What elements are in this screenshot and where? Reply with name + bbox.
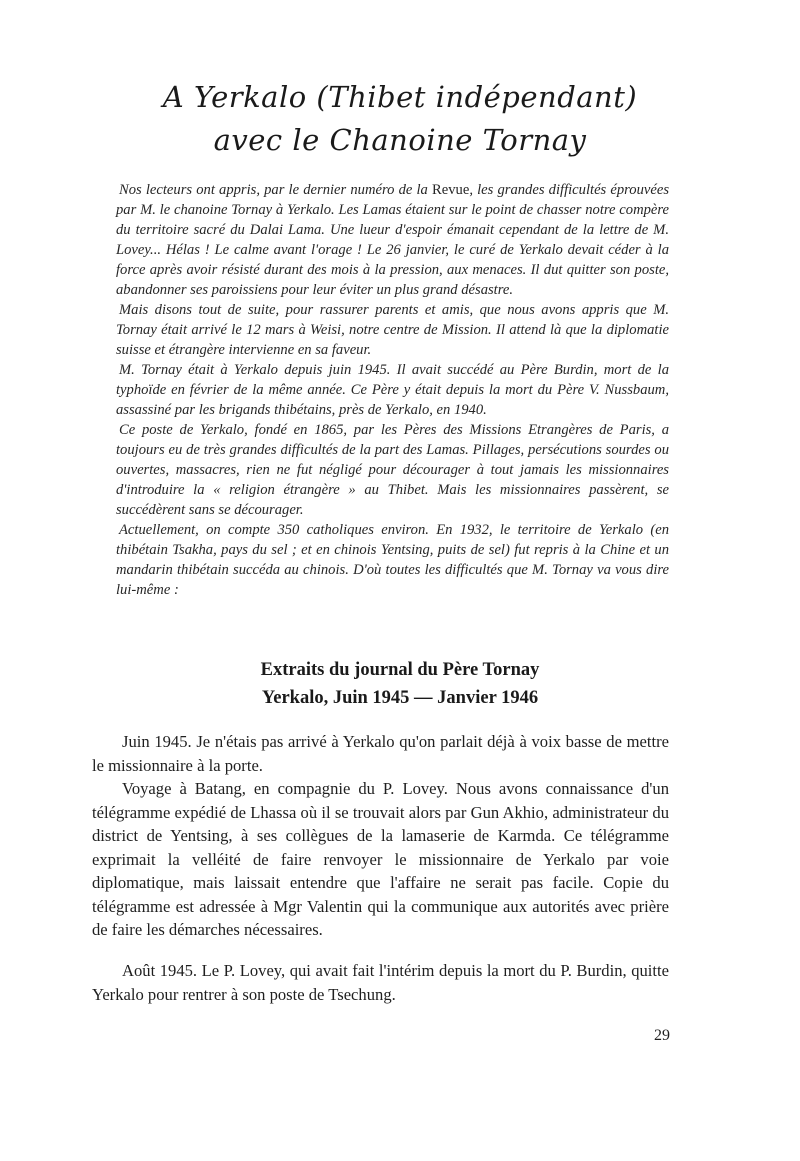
section-heading-2: Yerkalo, Juin 1945 — Janvier 1946 — [261, 688, 539, 708]
page-number: 29 — [654, 1027, 670, 1044]
journal-body-block-2 — [92, 959, 669, 1006]
article-title-line-1: A Yerkalo (Thibet indépendant) — [162, 80, 638, 114]
intro-paragraph-2: Mais disons tout de suite, pour rassurer parents et amis, que nous avons appris que M. Tornay était arrivé le 12 mars à Weisi, notre centre de Mission. Il attend là que la diplomatie suisse et étrangère intervienne en sa faveur. — [116, 302, 669, 358]
intro-paragraph-3: M. Tornay était à Yerkalo depuis juin 1945. Il avait succédé au Père Burdin, mort de la typhoïde en février de la même année. Ce Père y était depuis la mort du Père V. Nussbaum, assassiné par les brigands thibétains, près de Yerkalo, en 1940. — [116, 362, 669, 418]
editorial-intro — [116, 180, 669, 600]
journal-paragraph-1: Juin 1945. Je n'étais pas arrivé à Yerkalo qu'on parlait déjà à voix basse de mettre le missionnaire à la porte. — [92, 732, 669, 775]
intro-p1-start: Nos lecteurs ont appris, par le dernier numéro de la — [119, 182, 433, 198]
intro-paragraph-5: Actuellement, on compte 350 catholiques environ. En 1932, le territoire de Yerkalo (en thibétain Tsakha, pays du sel ; et en chinois Yentsing, puits de sel) fut repris à la Chine et un mandarin thibétain succéda au chinois. D'où toutes les difficultés que M. Tornay va vous dire lui-même : — [116, 522, 669, 598]
journal-paragraph-2: Voyage à Batang, en compagnie du P. Lovey. Nous avons connaissance d'un télégramme expédié de Lhassa où il se trouvait alors par Gun Akhio, administrateur du district de Yentsing, à ses collègues de la lamaserie de Karmda. Ce télégramme exprimait la velléité de faire renvoyer le missionnaire de Yerkalo par voie diplomatique, mais laissait entendre que l'affaire ne serait pas facile. Copie du télégramme est adressée à Mgr Valentin qui la communique aux autorités avec prière de faire les démarches nécessaires. — [92, 779, 669, 939]
intro-p1-revue: Revue — [432, 182, 470, 198]
journal-paragraph-3: Août 1945. Le P. Lovey, qui avait fait l'intérim depuis la mort du P. Burdin, quitte Yerkalo pour rentrer à son poste de Tsechung. — [92, 961, 669, 1004]
intro-p1-end: , les grandes difficultés éprouvées par M. le chanoine Tornay à Yerkalo. Les Lamas étaient sur le point de chasser notre compère du territoire sacré du Dalai Lama. Une lueur d'espoir émanait cependant de la lettre de M. Lovey... Hélas ! Le calme avant l'orage ! Le 26 janvier, le curé de Yerkalo devait céder à la force après avoir résisté durant des mois à la pression, aux menaces. Il dut quitter son poste, abandonner ses paroissiens pour leur éviter un plus grand désastre. — [116, 182, 669, 298]
article-title-line-2: avec le Chanoine Tornay — [213, 123, 587, 157]
intro-paragraph-4: Ce poste de Yerkalo, fondé en 1865, par les Pères des Missions Etrangères de Paris, a toujours eu de très grandes difficultés de la part des Lamas. Pillages, persécutions sourdes ou ouvertes, massacres, rien ne fut négligé pour décourager à tout jamais les missionnaires d'introduire la « religion étrangère » au Thibet. Mais les missionnaires passèrent, se succédèrent sans se décourager. — [116, 422, 669, 518]
journal-body-block-1 — [92, 730, 669, 942]
section-heading-1: Extraits du journal du Père Tornay — [260, 660, 540, 680]
intro-paragraph-1 — [116, 180, 669, 300]
